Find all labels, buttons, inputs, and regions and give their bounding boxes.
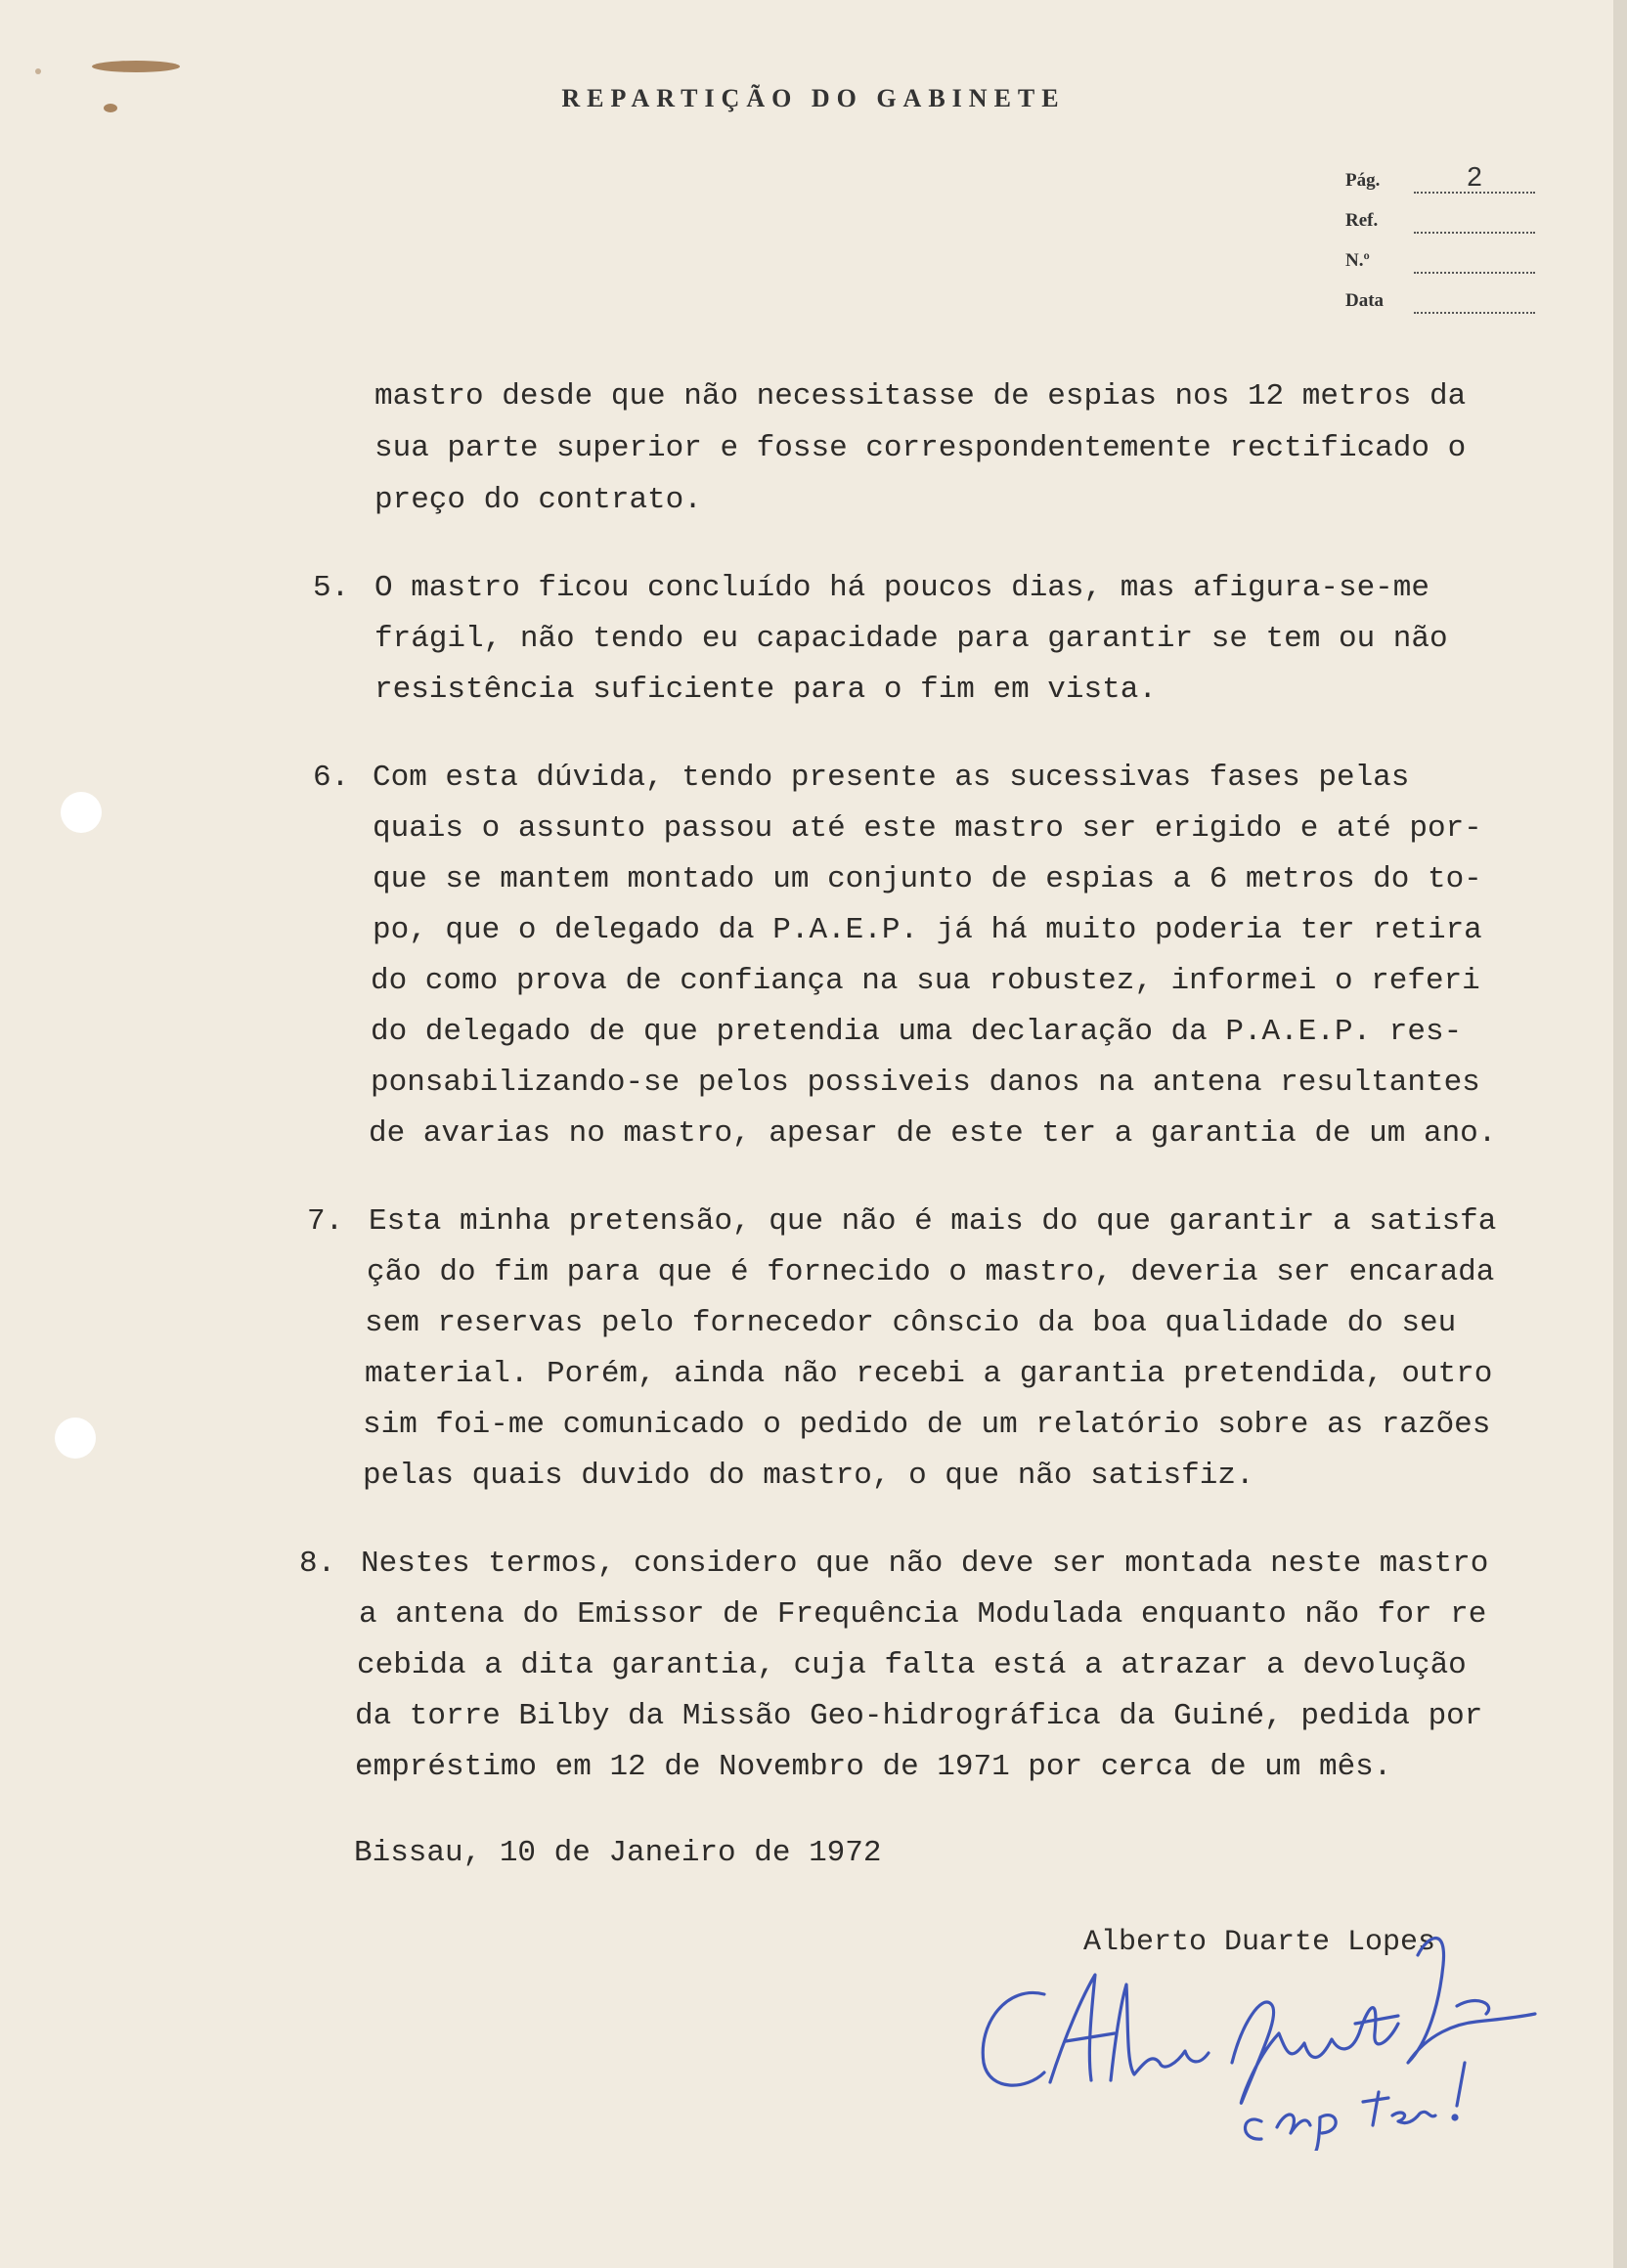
date-label: Data — [1345, 290, 1385, 311]
body-line: da torre Bilby da Missão Geo-hidrográfica da Guiné, pedida por — [355, 1699, 1483, 1733]
body-line: sua parte superior e fosse correspondentemente rectificado o — [374, 431, 1467, 465]
body-line: po, que o delegado da P.A.E.P. já há muito poderia ter retira — [373, 913, 1482, 947]
body-line: resistência suficiente para o fim em vista. — [374, 673, 1157, 707]
body-line: O mastro ficou concluído há poucos dias, mas afigura-se-me — [374, 571, 1429, 605]
body-line: quais o assunto passou até este mastro ser erigido e até por- — [373, 811, 1482, 846]
ref-label: Ref. — [1345, 210, 1379, 231]
punch-hole-bottom — [55, 1418, 96, 1459]
ref-value-line — [1414, 204, 1535, 234]
body-line: ção do fim para que é fornecido o mastro, deveria ser encarada — [367, 1255, 1495, 1289]
body-line: cebida a dita garantia, cuja falta está a atrazar a devolução — [357, 1648, 1467, 1682]
body-line: sim foi-me comunicado o pedido de um relatório sobre as razões — [363, 1408, 1491, 1442]
body-line: material. Porém, ainda não recebi a garantia pretendida, outro — [365, 1357, 1493, 1391]
number-value-line — [1414, 244, 1535, 274]
paragraph-number: 6. — [313, 761, 350, 795]
body-line: Nestes termos, considero que não deve ser montada neste mastro — [361, 1547, 1489, 1581]
rust-stain — [92, 61, 180, 72]
page-label: Pág. — [1345, 170, 1381, 191]
paragraph-number: 5. — [313, 571, 350, 605]
body-line: que se mantem montado um conjunto de espias a 6 metros do to- — [373, 862, 1482, 896]
body-line: do como prova de confiança na sua robustez, informei o referi — [371, 964, 1480, 998]
body-line: Com esta dúvida, tendo presente as sucessivas fases pelas — [373, 761, 1410, 795]
handwritten-signature — [968, 1916, 1555, 2151]
body-line: frágil, não tendo eu capacidade para garantir se tem ou não — [374, 622, 1448, 656]
department-header: REPARTIÇÃO DO GABINETE — [561, 84, 1066, 112]
body-line: empréstimo em 12 de Novembro de 1971 por cerca de um mês. — [355, 1750, 1392, 1784]
body-line: de avarias no mastro, apesar de este ter a garantia de um ano. — [369, 1116, 1497, 1151]
paragraph-number: 8. — [299, 1547, 336, 1581]
rust-stain-dot — [35, 68, 41, 74]
place-and-date: Bissau, 10 de Janeiro de 1972 — [354, 1836, 882, 1870]
body-line: do delegado de que pretendia uma declaração da P.A.E.P. res- — [371, 1015, 1463, 1049]
body-line: sem reservas pelo fornecedor cônscio da boa qualidade do seu — [365, 1306, 1457, 1340]
punch-hole-top — [61, 792, 102, 833]
body-line: ponsabilizando-se pelos possiveis danos na antena resultantes — [371, 1066, 1480, 1100]
body-line: pelas quais duvido do mastro, o que não satisfiz. — [363, 1459, 1254, 1493]
body-line: mastro desde que não necessitasse de espias nos 12 metros da — [374, 379, 1467, 414]
page-value: 2 — [1414, 164, 1535, 194]
signer-name: Alberto Duarte Lopes — [1083, 1926, 1436, 1959]
page-edge — [1613, 0, 1627, 2268]
body-line: preço do contrato. — [374, 483, 702, 517]
paragraph-number: 7. — [307, 1204, 344, 1239]
number-label: N.º — [1345, 250, 1370, 271]
body-line: Esta minha pretensão, que não é mais do que garantir a satisfa — [369, 1204, 1497, 1239]
body-line: a antena do Emissor de Frequência Modulada enquanto não for re — [359, 1597, 1487, 1632]
date-value-line — [1414, 284, 1535, 314]
